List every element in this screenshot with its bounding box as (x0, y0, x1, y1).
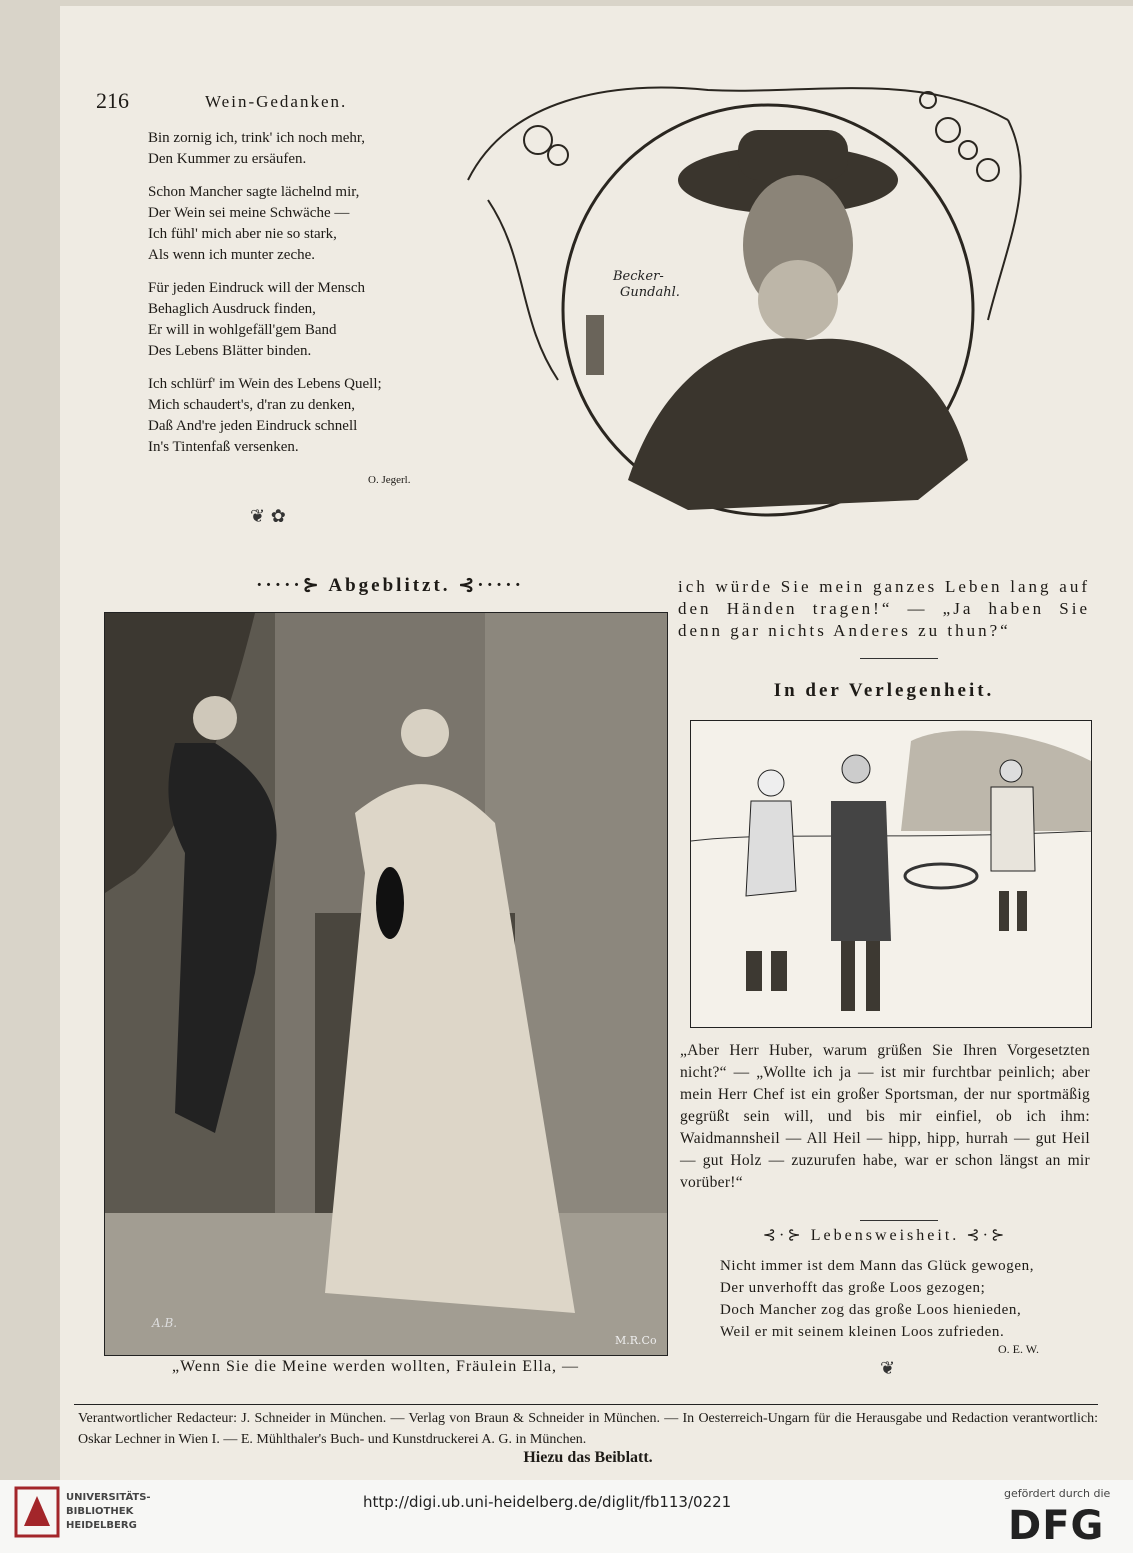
verse-line: Doch Mancher zog das große Loos hienieden, (720, 1302, 1022, 1318)
poem-line: Des Lebens Blätter binden. (148, 343, 312, 359)
poem-line: Als wenn ich munter zeche. (148, 247, 316, 263)
poem-stanza (148, 374, 468, 458)
university-logo-icon[interactable] (14, 1486, 60, 1538)
divider (860, 1220, 938, 1221)
wisdom-verse (720, 1255, 1080, 1343)
illustration-mark: M.R.Co (615, 1334, 657, 1347)
poem-body (148, 128, 468, 470)
poem-line: Den Kummer zu ersäufen. (148, 151, 307, 167)
library-name-line: BIBLIOTHEK (66, 1506, 134, 1517)
ballroom-scene (105, 613, 667, 1355)
ornament-left-icon: ⊰·⊱ (762, 1227, 811, 1244)
document-url-link[interactable]: http://digi.ub.uni-heidelberg.de/diglit/fb113/0221 (363, 1493, 732, 1511)
wisdom-title (700, 1225, 1070, 1245)
poem-line: Er will in wohlgefäll'gem Band (148, 322, 337, 338)
story-illustration (104, 612, 668, 1356)
funding-note: gefördert durch die (1004, 1487, 1111, 1500)
dfg-logo[interactable]: DFG (1008, 1503, 1105, 1549)
ornament-left-icon: ·····⊱ (256, 575, 329, 596)
story-title (255, 574, 525, 597)
poem-stanza (148, 128, 468, 170)
floral-ornament-icon: ❦ ✿ (250, 506, 286, 527)
anecdote-cartoon (690, 720, 1092, 1028)
imprint: Verantwortlicher Redacteur: J. Schneider in München. — Verlag von Braun & Schneider in München. — In Oesterreich-Ungarn für die Herausgabe und Redaction verantwortlich: Oskar Lechner in Wien I. — E. Mühlthaler's Buch- und Kunstdruckerei A. G. in München. (78, 1411, 1098, 1447)
divider (860, 658, 938, 659)
poem-line: Schon Mancher sagte lächelnd mir, (148, 184, 360, 200)
footer-divider (74, 1404, 1098, 1405)
floral-ornament-icon: ❦ (880, 1358, 896, 1379)
poem-line: Der Wein sei meine Schwäche — (148, 205, 350, 221)
poem-line: Bin zornig ich, trink' ich noch mehr, (148, 130, 366, 146)
library-name[interactable] (66, 1491, 151, 1533)
portrait-vignette (448, 60, 1068, 540)
page-number: 216 (96, 88, 129, 113)
poem-author: O. Jegerl. (368, 474, 411, 486)
library-name-line: HEIDELBERG (66, 1520, 137, 1531)
viewer-footer (0, 1480, 1133, 1553)
wisdom-author: O. E. W. (998, 1342, 1040, 1356)
supplement-note: Hiezu das Beiblatt. (523, 1449, 653, 1466)
verse-line: Der unverhofft das große Loos gezogen; (720, 1280, 986, 1296)
portrait-signature: Gundahl. (620, 285, 680, 300)
verse-line: Weil er mit seinem kleinen Loos zufrieden. (720, 1324, 1005, 1340)
poem-stanza (148, 278, 468, 362)
poem-line: In's Tintenfaß versenken. (148, 439, 299, 455)
ornament-right-icon: ⊰·⊱ (959, 1227, 1008, 1244)
library-name-line: UNIVERSITÄTS- (66, 1492, 151, 1503)
poem-line: Behaglich Ausdruck finden, (148, 301, 316, 317)
verse-line: Nicht immer ist dem Mann das Glück gewogen, (720, 1258, 1035, 1274)
poem-stanza (148, 182, 468, 266)
sportsmen-cartoon (691, 721, 1091, 1027)
poem-line: Für jeden Eindruck will der Mensch (148, 280, 366, 296)
poem-line: Ich fühl' mich aber nie so stark, (148, 226, 337, 242)
wisdom-title-text: Lebensweisheit. (810, 1227, 960, 1244)
poem-line: Mich schaudert's, d'ran zu denken, (148, 397, 356, 413)
poem-line: Ich schlürf' im Wein des Lebens Quell; (148, 376, 382, 392)
story-title-text: Abgeblitzt. (328, 575, 451, 596)
poem-line: Daß And're jeden Eindruck schnell (148, 418, 358, 434)
anecdote-title: In der Verlegenheit. (773, 680, 995, 701)
portrait-signature: Becker- (613, 269, 664, 284)
story-caption-end: ich würde Sie mein ganzes Leben lang auf den Händen tragen!“ — „Ja haben Sie denn gar nichts Anderes zu thun?“ (678, 577, 1090, 640)
poem-title: Wein-Gedanken. (205, 92, 348, 111)
story-caption-start: „Wenn Sie die Meine werden wollten, Fräulein Ella, — (172, 1358, 580, 1375)
ornament-right-icon: ⊰····· (450, 575, 524, 596)
anecdote-text: „Aber Herr Huber, warum grüßen Sie Ihren Vorgesetzten nicht?“ — „Wollte ich ja — ist mir furchtbar peinlich; aber mein Herr Chef ist ein großer Sportsman, der nur sportmäßig gegrüßt sein will, und bis mir einfiel, ob ich ihm: Waidmannsheil — All Heil — hipp, hipp, hurrah — gut Heil — gut Holz — zuzurufen habe, war er schon längst an mir vorüber!“ (680, 1042, 1090, 1191)
illustration-signature: A.B. (152, 1316, 178, 1330)
